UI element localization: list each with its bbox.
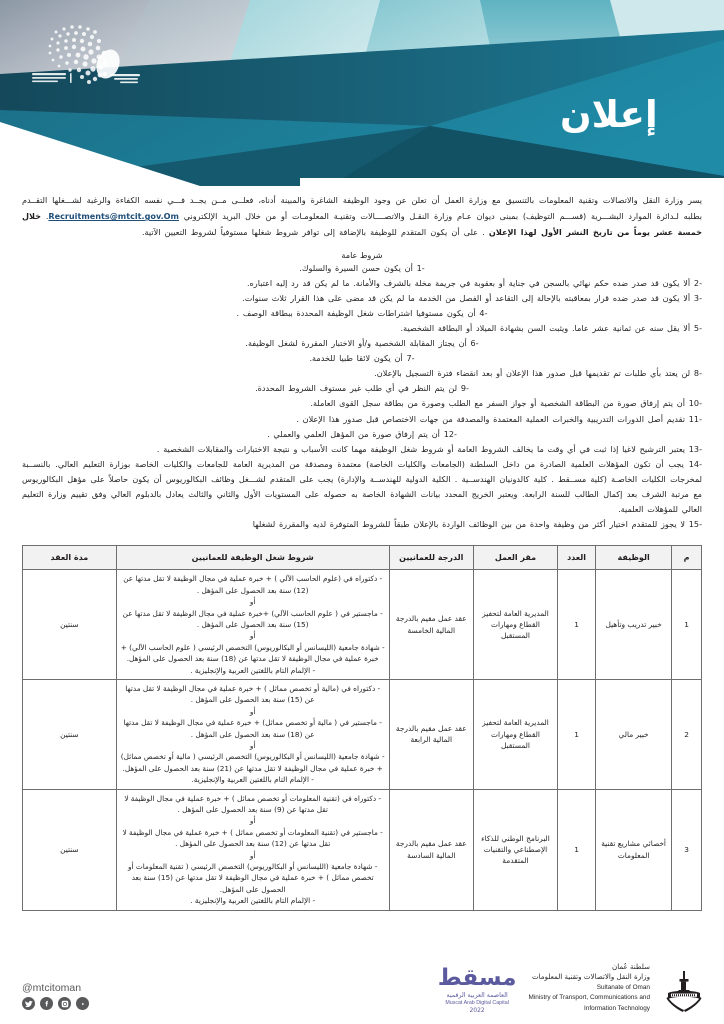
- condition-item: [22, 381, 702, 396]
- condition-text: أن يجتاز المقابلة الشخصية و/أو الاختبار المقررة لشغل الوظيفة.: [245, 338, 467, 349]
- condition-item: [22, 412, 702, 427]
- cell-conditions: [116, 570, 389, 680]
- condition-text: أن يتم إرفاق صورة من المؤهل العلمي والعملي .: [267, 428, 440, 439]
- muscat-caption-en: Muscat Arab Digital Capital: [445, 1000, 509, 1006]
- social-handle: @mtcitoman: [22, 982, 82, 994]
- condition-line: - دكتوراه في (علوم الحاسب الآلي ) + خبرة عملية في مجال الوظيفة لا تقل مدتها عن (12) سنة بعد الحصول على المؤهل .: [123, 574, 383, 595]
- condition-line: - دكتوراه في (تقنية المعلومات أو تخصص مماثل ) + خبرة عملية في مجال الوظيفة لا تقل مدتها عن (9) سنة بعد الحصول على المؤهل .: [124, 793, 382, 815]
- muscat-wordmark: مسقط: [437, 965, 517, 991]
- condition-number: 15-: [688, 519, 702, 530]
- condition-text: أن يكون مستوفيا اشتراطات شغل الوظيفة المحددة ببطاقة الوصف .: [236, 307, 476, 318]
- condition-text: لن يعتد بأي طلبات تم تقديمها قبل صدور هذا الإعلان أو بعد انقضاء فترة التسجيل بالإعلان.: [374, 368, 691, 379]
- condition-item: [22, 291, 702, 306]
- condition-line: أو: [249, 706, 256, 716]
- condition-number: 6-: [470, 338, 479, 349]
- condition-number: 8-: [693, 368, 702, 379]
- cell-grade: عقد عمل مقيم بالدرجة المالية السادسة: [389, 789, 473, 910]
- column-header-index: م: [672, 546, 702, 570]
- condition-line: - شهادة جامعية (الليسانس أو البكالوريوس) التخصص الرئيسي ( تقنية المعلومات أو تخصص مماثل ) + خبرة عملية في مجال الوظيفة لا تقل مدتها عن (15) سنة بعد الحصول على المؤهل.: [127, 862, 378, 894]
- cell-job: خبير مالي: [596, 679, 672, 789]
- jobs-table: [22, 545, 702, 910]
- page-title: إعلان: [560, 93, 658, 136]
- cell-job: خبير تدريب وتأهيل: [596, 570, 672, 680]
- condition-text: يجب أن تكون المؤهلات العلمية الصادرة من داخل السلطنة (الجامعات والكليات الخاصة) معتمدة ومصدقة من المديرية العامة للجامعات والكليات الخاصة بوزارة التعليم العالي. بالنســبة لمخرجات الكليات الخاصـة (كلية مســقط . كلية كالدونيان الهندســية . الكلية الدولية للهندســة والإدارة) يجب على المتقدم لشـــغل وظائف البكالوريوس أن يكون حاصلاً على مؤهل البكالوريوس مع مرتبة الشرف بعد إكمال الطالب للسنة الرابعة. ويعتبر الخريج المحدد بيانات الشهادة الخاصة به حصوله على المستويات الأول والثاني والثالث يعادل بالدبلوم العالي وفق تقييم وزارة التعليم العالي للمؤهلات العلمية.: [22, 458, 702, 515]
- instagram-icon[interactable]: [58, 997, 71, 1010]
- conditions-list: [22, 261, 702, 533]
- oman-vision-2040-logo: [26, 18, 154, 96]
- condition-line: - شهادة جامعية (الليسانس أو البكالوريوس) التخصص الرئيسي ( مالية أو تخصص مماثل) + خبرة عملية في مجال الوظيفة لا تقل مدتها عن (21) سنة بعد الحصول على المؤهل.: [120, 752, 385, 773]
- condition-line: - دكتوراه في (مالية أو تخصص مماثل ) + خبرة عملية في مجال الوظيفة لا تقل مدتها عن (15) سنة بعد الحصول على المؤهل .: [125, 683, 381, 705]
- condition-text: لا يجوز للمتقدم اختيار أكثر من وظيفة واحدة من بين الوظائف الواردة بالإعلان طبقاً للشروط المتوفرة لديه والمقررة لشغلها: [252, 519, 685, 530]
- condition-item: [22, 336, 702, 351]
- column-header-place: مقر العمل: [473, 546, 557, 570]
- column-header-count: العدد: [558, 546, 596, 570]
- condition-line: - الإلمام التام باللغتين العربية والإنجليزية .: [190, 896, 316, 906]
- condition-item: [22, 321, 702, 336]
- condition-line: - ماجستير في ( علوم الحاسب الآلي) +خبرة عملية في مجال الوظيفة لا تقل مدتها عن (15) سنة بعد الحصول على المؤهل .: [122, 608, 383, 629]
- facebook-icon[interactable]: [40, 997, 53, 1010]
- oman-national-emblem: [662, 968, 706, 1014]
- column-header-duration: مدة العقد: [23, 546, 117, 570]
- cell-duration: سنتين: [23, 570, 117, 680]
- intro-text-part1: يسر وزارة النقل والاتصالات وتقنية المعلومات بالتنسيق مع وزارة العمل أن تعلن عن وجود الوظيفة الشاغرة والمبينة أدناه، فعلــى مــن يجــد فـــي نفسه الكفاءة والرغبة لشـــغلها التقــدم بطلبه لـدائرة الموارد البشـــرية (قســـم التوظيف) بمبنى ديوان عـام وزارة النقـل والاتصــــالات وتقنيـة المعلومـات أو من خلال البريد الإلكتروني: [22, 195, 702, 222]
- social-icon-row: [22, 997, 89, 1010]
- cell-job: أخصائي مشاريع تقنية المعلومات: [596, 789, 672, 910]
- condition-text: أن يتم إرفاق صورة من البطاقة الشخصية أو جواز السفر مع الطلب وصورة من بطاقة سجل القوى العاملة.: [310, 398, 685, 409]
- condition-line: أو: [249, 740, 256, 750]
- condition-text: لن يتم النظر في أي طلب غير مستوف الشروط المحددة.: [255, 383, 458, 394]
- condition-text: تقديم أصل الدورات التدريبية والخبرات العملية المعتمدة والمصدقة من جهات الاختصاص قبل صدور هذا الإعلان .: [296, 413, 685, 424]
- condition-line: - الإلمام التام باللغتين العربية والإنجليزية .: [190, 665, 316, 675]
- ministry-name-ar: وزارة النقل والاتصالات وتقنية المعلومات: [531, 972, 650, 981]
- condition-item: [22, 427, 702, 442]
- condition-text: ألا يكون قد صدر ضده قرار بمعاقبته بالإحالة إلى التقاعد أو الفصل من الخدمة ما لم يكن قد مضى على هذا القرار ثلاث سنوات.: [242, 292, 691, 303]
- condition-line: - شهادة جامعية (الليسانس أو البكالوريوس) التخصص الرئيسي ( علوم الحاسب الآلي) + خبرة عملية في مجال الوظيفة لا تقل مدتها عن (18) سنة بعد الحصول على المؤهل.: [120, 642, 385, 664]
- condition-line: أو: [249, 816, 256, 826]
- condition-line: أو: [249, 631, 256, 641]
- cell-index: 1: [672, 570, 702, 680]
- recruitment-email-link[interactable]: Recruitments@mtcit.gov.Om: [48, 211, 179, 222]
- cell-duration: سنتين: [23, 789, 117, 910]
- condition-line: أو: [249, 597, 256, 607]
- condition-item: [22, 351, 702, 366]
- cell-grade: عقد عمل مقيم بالدرجة المالية الخامسة: [389, 570, 473, 680]
- intro-deadline-bold: خلال خمسة عشر يوماً من تاريخ النشر الأول لهذا الإعلان: [22, 211, 702, 238]
- condition-text: يعتبر الترشيح لاغيا إذا ثبت في أي وقت ما يخالف الشروط العامة أو شروط شغل الوظيفة مهما كانت الأسباب و نتيجة الاختبارات والمقابلات الشخصية .: [156, 443, 685, 454]
- condition-text: أن يكون حسن السيرة والسلوك.: [299, 262, 413, 273]
- ministry-country-ar: سلطنة عُمان: [611, 961, 650, 971]
- column-header-conditions: شروط شغل الوظيفة للعمانيين: [116, 546, 389, 570]
- cell-count: 1: [558, 570, 596, 680]
- cell-place: البرنامج الوطني للذكاء الإصطناعي والتقنيات المتقدمة: [473, 789, 557, 910]
- condition-text: أن يكون لائقا طبيا للخدمة.: [309, 353, 403, 364]
- muscat-caption-ar: العاصمة العربية الرقمية: [446, 992, 508, 999]
- condition-number: 9-: [460, 383, 469, 394]
- condition-item: [22, 396, 702, 411]
- condition-item: [22, 442, 702, 457]
- ministry-country-en: Sultanate of Oman: [596, 983, 650, 991]
- header-banner: [0, 0, 724, 186]
- condition-number: 5-: [693, 322, 702, 333]
- condition-number: 2-: [693, 277, 702, 288]
- condition-item: [22, 261, 702, 276]
- condition-item: [22, 306, 702, 321]
- cell-conditions: [116, 679, 389, 789]
- condition-line: - ماجستير في (تقنية المعلومات أو تخصص مماثل ) + خبرة عملية في مجال الوظيفة لا تقل مدتها عن (12) سنة بعد الحصول على المؤهل .: [122, 827, 383, 849]
- condition-number: 11-: [688, 413, 702, 424]
- column-header-grade: الدرجة للعمانيين: [389, 546, 473, 570]
- condition-number: 10-: [688, 398, 702, 409]
- condition-item: [22, 366, 702, 381]
- condition-item: [22, 276, 702, 291]
- condition-number: 4-: [479, 307, 488, 318]
- table-row: [23, 679, 702, 789]
- cell-place: المديرية العامة لتحفيز القطاع ومهارات المستقبل: [473, 570, 557, 680]
- ministry-identity: [529, 962, 650, 1015]
- condition-text: ألا يقل سنه عن ثمانية عشر عاما. ويثبت السن بشهادة الميلاد أو البطاقة الشخصية.: [400, 322, 691, 333]
- condition-line: - الإلمام التام باللغتين العربية والإنجليزية.: [191, 775, 314, 785]
- cell-count: 1: [558, 789, 596, 910]
- cell-index: 2: [672, 679, 702, 789]
- condition-number: 1-: [416, 262, 425, 273]
- cell-count: 1: [558, 679, 596, 789]
- condition-number: 3-: [693, 292, 702, 303]
- social-block: [22, 982, 89, 1010]
- page-footer: [0, 952, 724, 1024]
- column-header-job: الوظيفة: [596, 546, 672, 570]
- cell-grade: عقد عمل مقيم بالدرجة المالية الرابعة: [389, 679, 473, 789]
- cell-place: المديرية العامة لتحفيز القطاع ومهارات المستقبل: [473, 679, 557, 789]
- condition-item: [22, 517, 702, 532]
- table-header-row: [23, 546, 702, 570]
- condition-number: 13-: [688, 443, 702, 454]
- ministry-name-en-1: Ministry of Transport, Communications and: [528, 994, 650, 1001]
- twitter-icon[interactable]: [22, 997, 35, 1010]
- condition-number: 14-: [688, 458, 703, 469]
- condition-text: ألا يكون قد صدر ضده حكم نهائي بالسجن في جناية أو بعقوبة في جريمة مخلة بالشرف والأمانة. ما لم يكن قد رد إليه اعتباره.: [246, 277, 691, 288]
- document-body: [0, 186, 724, 911]
- condition-number: 12-: [443, 428, 457, 439]
- condition-item: [22, 457, 702, 517]
- jobs-table-wrapper: [22, 545, 702, 910]
- condition-line: - ماجستير في ( مالية أو تخصص مماثل) + خبرة عملية في مجال الوظيفة لا تقل مدتها عن (18) سنة بعد الحصول على المؤهل .: [123, 718, 382, 739]
- general-conditions-heading: شروط عامة: [341, 249, 383, 260]
- intro-paragraph: [22, 192, 702, 241]
- table-row: [23, 570, 702, 680]
- intro-text-part2: .: [41, 211, 49, 222]
- table-row: [23, 789, 702, 910]
- condition-number: 7-: [406, 353, 415, 364]
- muscat-digital-capital-logo: [438, 967, 517, 1014]
- condition-line: أو: [249, 850, 256, 860]
- intro-text-part3: . على أن يكون المتقدم للوظيفة بالإضافة إلى توافر شروط شغلها مستوفياً لشروط التعيين الآتية.: [141, 227, 489, 238]
- footer-right-block: [438, 962, 706, 1015]
- muscat-year: 2022: [469, 1007, 485, 1014]
- cell-conditions: [116, 789, 389, 910]
- cell-duration: سنتين: [23, 679, 117, 789]
- youtube-icon[interactable]: [76, 997, 89, 1010]
- cell-index: 3: [672, 789, 702, 910]
- ministry-name-en-2: Information Technology: [584, 1004, 650, 1012]
